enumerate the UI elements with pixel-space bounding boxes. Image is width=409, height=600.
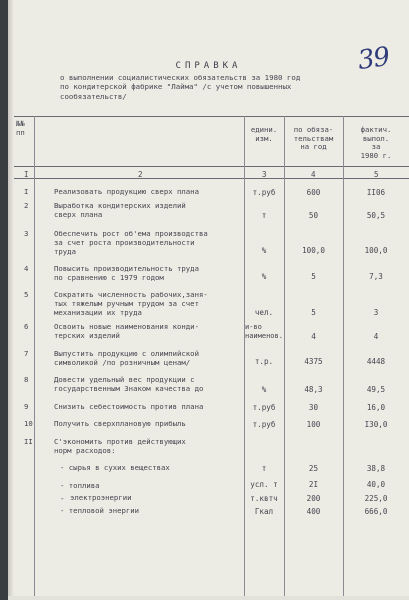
header-bottom-rule xyxy=(14,166,409,167)
sub-row-label: - топлива xyxy=(60,481,100,490)
sub-row-label: - сырья в сухих веществах xyxy=(60,463,170,472)
row-plan: 5 xyxy=(311,272,316,281)
sub-row-label: - тепловой энергии xyxy=(60,506,140,515)
row-text: труда xyxy=(54,247,76,256)
row-text: Выработка кондитерских изделий xyxy=(54,201,186,210)
row-plan: 50 xyxy=(308,211,319,220)
column-divider xyxy=(34,116,35,600)
row-text: С'экономить против действующих xyxy=(54,437,186,446)
sub-row-unit: усл. т xyxy=(250,480,278,489)
column-number: I xyxy=(24,170,29,179)
row-text: Повысить производительность труда xyxy=(54,264,199,273)
row-number: 9 xyxy=(24,402,29,411)
row-unit: % xyxy=(261,246,267,255)
row-fact: 50,5 xyxy=(366,211,386,220)
subtitle-line: сообязательств/ xyxy=(60,91,127,101)
sub-row-plan: 2I xyxy=(308,480,319,489)
column-number: 4 xyxy=(311,170,316,179)
sub-row-plan: 200 xyxy=(306,494,321,503)
row-plan: 5 xyxy=(311,308,316,317)
sub-row-unit: т.квтч xyxy=(250,494,278,503)
row-fact: 100,0 xyxy=(364,246,388,255)
row-unit: т.руб xyxy=(252,420,276,429)
row-text: механизации их труда xyxy=(54,308,142,317)
subtitle-line: по кондитерской фабрике "Лайма" /с учетом повышенных xyxy=(60,82,292,92)
row-text: Обеспечить рост об'ема производства xyxy=(54,229,208,238)
row-number: 8 xyxy=(24,375,29,384)
row-number: I xyxy=(24,187,29,196)
row-unit: % xyxy=(261,385,267,394)
row-plan: 48,3 xyxy=(304,385,323,394)
row-fact: 4 xyxy=(373,332,379,341)
row-text: по сравнению с 1979 годом xyxy=(54,273,164,282)
table-top-rule xyxy=(14,116,409,117)
row-fact: 16,0 xyxy=(366,403,386,412)
row-text: государственным Знаком качества до xyxy=(54,384,204,393)
row-text: Освоить новые наименования конди- xyxy=(54,322,199,331)
column-number: 3 xyxy=(262,170,267,179)
row-fact: 49,5 xyxy=(366,385,386,394)
row-text: Довести удельный вес продукции с xyxy=(54,375,195,384)
row-fact: 3 xyxy=(373,308,379,317)
sub-row-label: электроэнергии xyxy=(70,493,132,502)
row-text: Выпустить продукцию с олимпийской xyxy=(54,349,199,358)
row-text: за счет роста производительности xyxy=(54,238,195,247)
row-text: сверх плана xyxy=(54,210,103,219)
row-fact: I30,0 xyxy=(364,420,388,429)
row-plan: 100 xyxy=(306,420,321,429)
sub-row-fact: 38,8 xyxy=(366,464,386,473)
sub-row-plan: 400 xyxy=(306,507,321,516)
row-text: Получить сверхплановую прибыль xyxy=(54,419,186,428)
row-text: символикой /по розничным ценам/ xyxy=(54,358,191,367)
row-plan: 4375 xyxy=(304,357,323,366)
sub-row-fact: 225,0 xyxy=(364,494,388,503)
row-fact: 4448 xyxy=(366,357,386,366)
subtitle-line: о выполнении социалистических обязательств за 1980 год xyxy=(60,73,301,82)
row-fact: II06 xyxy=(366,188,386,197)
sub-row-dash: - xyxy=(60,494,65,503)
row-plan: 600 xyxy=(306,188,321,197)
row-text: терских изделий xyxy=(54,331,120,340)
row-text: Реализовать продукцию сверх плана xyxy=(54,187,199,196)
row-text: тых тяжелым ручным трудом за счет xyxy=(54,299,199,308)
row-unit: т.руб xyxy=(252,188,276,197)
row-text: Снизить себестоимость против плана xyxy=(54,402,204,411)
column-number: 2 xyxy=(138,170,143,179)
header-fact: фактич. выпол. за 1980 г. xyxy=(360,125,392,160)
header-plan: по обяза- тельствам на год xyxy=(293,125,334,152)
row-plan: 4 xyxy=(311,332,316,341)
column-number: 5 xyxy=(374,170,379,179)
header-number: №№ пп xyxy=(16,119,25,137)
row-number: 2 xyxy=(24,201,29,210)
page-edge-shadow xyxy=(8,0,14,600)
row-number: 5 xyxy=(24,290,29,299)
row-unit: т.руб xyxy=(252,403,276,412)
row-unit: % xyxy=(261,272,267,281)
sub-row-unit: т xyxy=(261,464,267,473)
page-bottom-edge xyxy=(8,596,409,600)
row-plan: 30 xyxy=(308,403,319,412)
row-text: Сократить численность рабочих,заня- xyxy=(54,290,208,299)
archive-page-number: 39 xyxy=(355,41,391,77)
column-number-rule xyxy=(14,178,409,179)
sub-row-unit: Гкал xyxy=(254,507,274,516)
row-text: норм расходов: xyxy=(54,446,116,455)
row-number: 7 xyxy=(24,349,29,358)
row-number: 3 xyxy=(24,229,29,238)
row-unit: и-во наименов. xyxy=(245,323,283,340)
sub-row-fact: 40,0 xyxy=(366,480,386,489)
row-number: 6 xyxy=(24,322,29,331)
document-page xyxy=(8,0,409,600)
row-fact: 7,3 xyxy=(369,272,383,281)
row-unit: т xyxy=(261,211,267,220)
header-unit: едини. изм. xyxy=(250,125,278,143)
row-unit: т.р. xyxy=(254,357,274,366)
row-unit: чел. xyxy=(254,308,274,317)
row-number: 10 xyxy=(24,419,33,428)
sub-row-plan: 25 xyxy=(308,464,319,473)
row-plan: 100,0 xyxy=(302,246,325,255)
document-title: СПРАВКА xyxy=(175,61,242,71)
row-number: 4 xyxy=(24,264,29,273)
sub-row-fact: 666,0 xyxy=(364,507,388,516)
row-number: II xyxy=(24,437,33,446)
document-subtitle xyxy=(60,73,380,101)
